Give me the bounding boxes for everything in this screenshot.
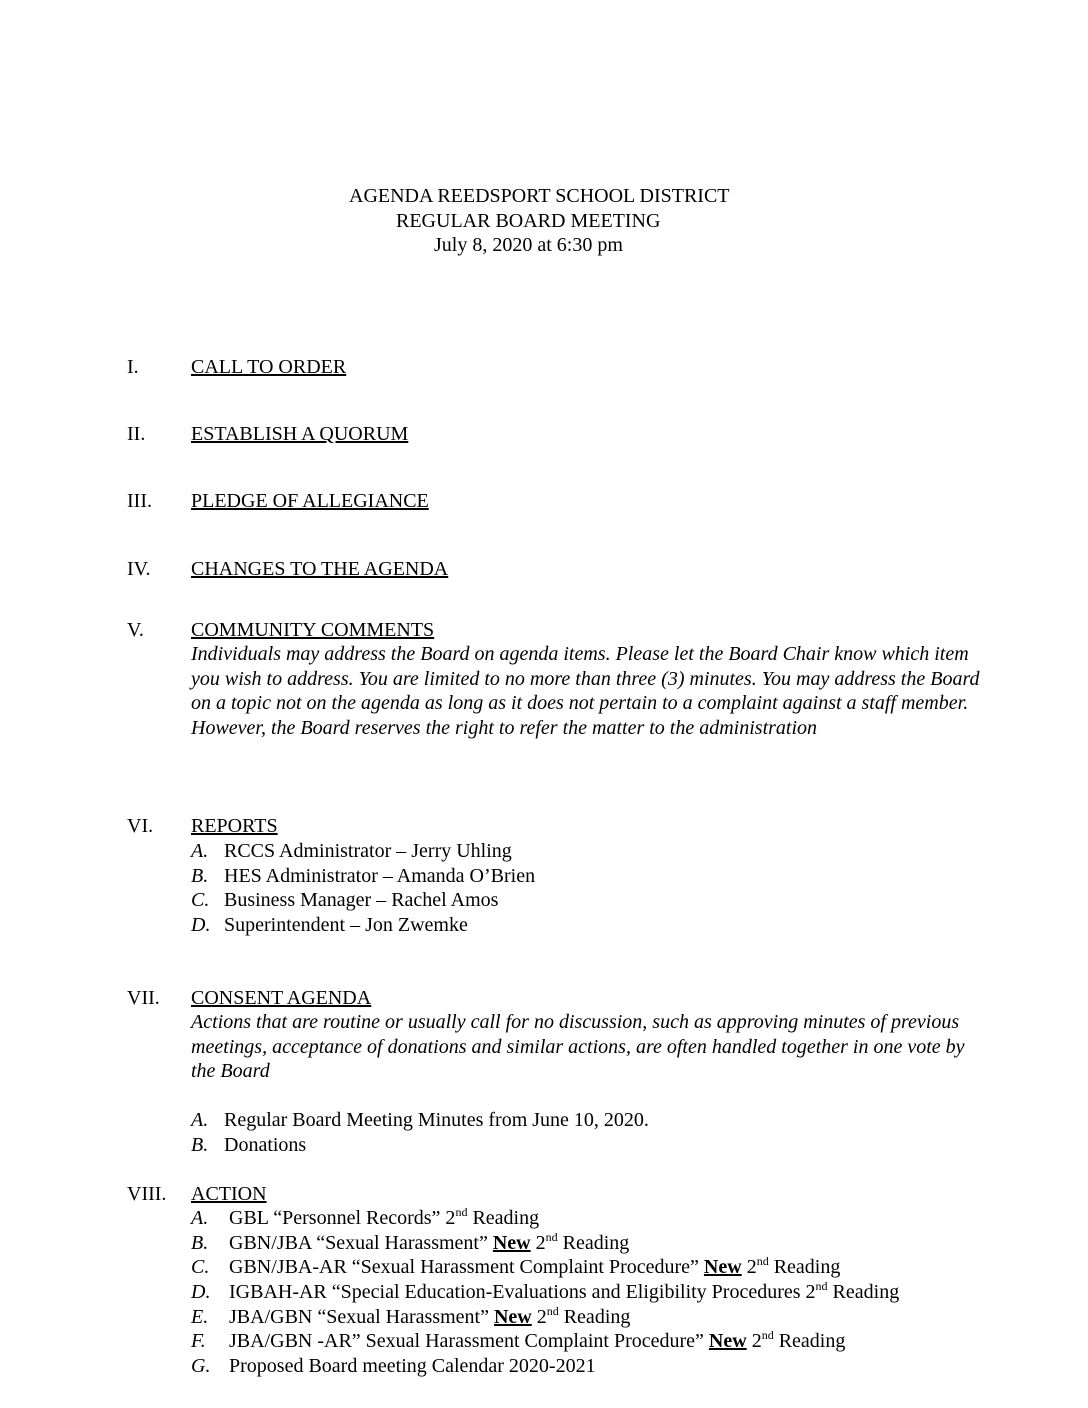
ordinal-suffix: nd [546,1303,559,1318]
item-text: JBA/GBN “Sexual Harassment” [229,1305,494,1328]
item-letter: A. [191,1207,209,1229]
meeting-type: REGULAR BOARD MEETING [396,210,661,232]
item-letter: F. [191,1330,206,1353]
consent-list [191,1108,649,1157]
item-letter: B. [191,864,209,887]
item-text-suffix: Reading [773,1330,846,1353]
section-description: Individuals may address the Board on agenda items. Please let the Board Chair know which item you wish to address. You are limited to no more than three (3) minutes. You may address the Board on a topic not on the agenda as long as it does not pertain to a complaint against a staff member. However, the Board reserves the right to refer the matter to the administration [191,643,980,739]
section-title: CALL TO ORDER [191,356,347,378]
list-item [191,1280,899,1305]
section-description: Actions that are routine or usually call for no discussion, such as approving minutes of previous meetings, acceptance of donations and similar actions, are often handled together in one vote by the Board [191,1011,965,1082]
item-text: Donations [224,1133,307,1156]
item-text: GBL “Personnel Records” 2 [229,1207,456,1229]
list-item [191,1206,899,1231]
item-text: JBA/GBN -AR” Sexual Harassment Complaint Procedure” [229,1330,709,1353]
district-title: AGENDA REEDSPORT SCHOOL DISTRICT [349,185,730,207]
list-item [191,1231,899,1256]
item-text: GBN/JBA-AR “Sexual Harassment Complaint Procedure” [229,1256,704,1279]
list-item [191,1329,899,1354]
item-text-suffix: Reading [827,1281,900,1304]
new-badge: New [493,1305,532,1328]
item-text: Superintendent – Jon Zwemke [224,914,468,937]
item-letter: D. [191,1281,211,1304]
item-text-mid: 2 [741,1256,757,1279]
list-item [191,1108,649,1133]
section-title: COMMUNITY COMMENTS [191,619,435,641]
item-text-suffix: Reading [768,1256,841,1279]
item-letter: C. [191,1256,210,1279]
item-text: Regular Board Meeting Minutes from June 10, 2020. [224,1109,649,1131]
section-title: ACTION [191,1183,267,1205]
section-title: CONSENT AGENDA [191,987,372,1009]
ordinal-suffix: nd [455,1205,468,1219]
item-letter: A. [191,840,209,862]
section-number: VI. [127,815,154,837]
list-item [191,888,535,913]
section-title: CHANGES TO THE AGENDA [191,558,449,580]
item-text-mid: 2 [530,1231,546,1254]
item-text-suffix: Reading [558,1305,631,1328]
section-number: VII. [127,987,160,1009]
item-text: GBN/JBA “Sexual Harassment” [229,1231,493,1254]
new-badge: New [703,1256,742,1279]
section-title: REPORTS [191,815,278,837]
list-item [191,1305,899,1330]
new-badge: New [492,1231,531,1254]
reports-list [191,839,535,938]
action-list [191,1206,899,1379]
item-letter: B. [191,1231,209,1254]
item-letter: B. [191,1133,209,1156]
item-text-suffix: Reading [467,1207,540,1229]
item-text-mid: 2 [746,1330,762,1353]
item-text: Business Manager – Rachel Amos [224,889,499,912]
section-number: II. [127,423,146,445]
ordinal-suffix: nd [815,1279,828,1294]
item-text: Proposed Board meeting Calendar 2020-2021 [229,1355,596,1378]
item-text-mid: 2 [531,1305,547,1328]
ordinal-suffix: nd [761,1328,774,1343]
item-letter: C. [191,889,210,912]
ordinal-suffix: nd [545,1229,558,1244]
section-number: IV. [127,558,151,580]
ordinal-suffix: nd [756,1254,769,1269]
section-number: VIII. [127,1183,167,1205]
meeting-date: July 8, 2020 at 6:30 pm [434,234,623,256]
list-item [191,839,535,864]
section-title: PLEDGE OF ALLEGIANCE [191,490,429,512]
item-letter: A. [191,1109,209,1131]
list-item [191,1133,649,1158]
item-text: RCCS Administrator – Jerry Uhling [224,840,512,862]
item-letter: D. [191,914,211,937]
section-number: III. [127,490,152,512]
item-text: HES Administrator – Amanda O’Brien [224,864,536,887]
item-text-suffix: Reading [557,1231,630,1254]
section-number: I. [127,356,139,378]
list-item [191,913,535,938]
section-number: V. [127,619,144,641]
list-item [191,864,535,889]
item-letter: G. [191,1355,211,1378]
section-title: ESTABLISH A QUORUM [191,423,409,445]
list-item [191,1255,899,1280]
list-item [191,1354,899,1379]
item-letter: E. [191,1305,209,1328]
item-text: IGBAH-AR “Special Education-Evaluations and Eligibility Procedures 2 [229,1281,816,1304]
new-badge: New [708,1330,747,1353]
